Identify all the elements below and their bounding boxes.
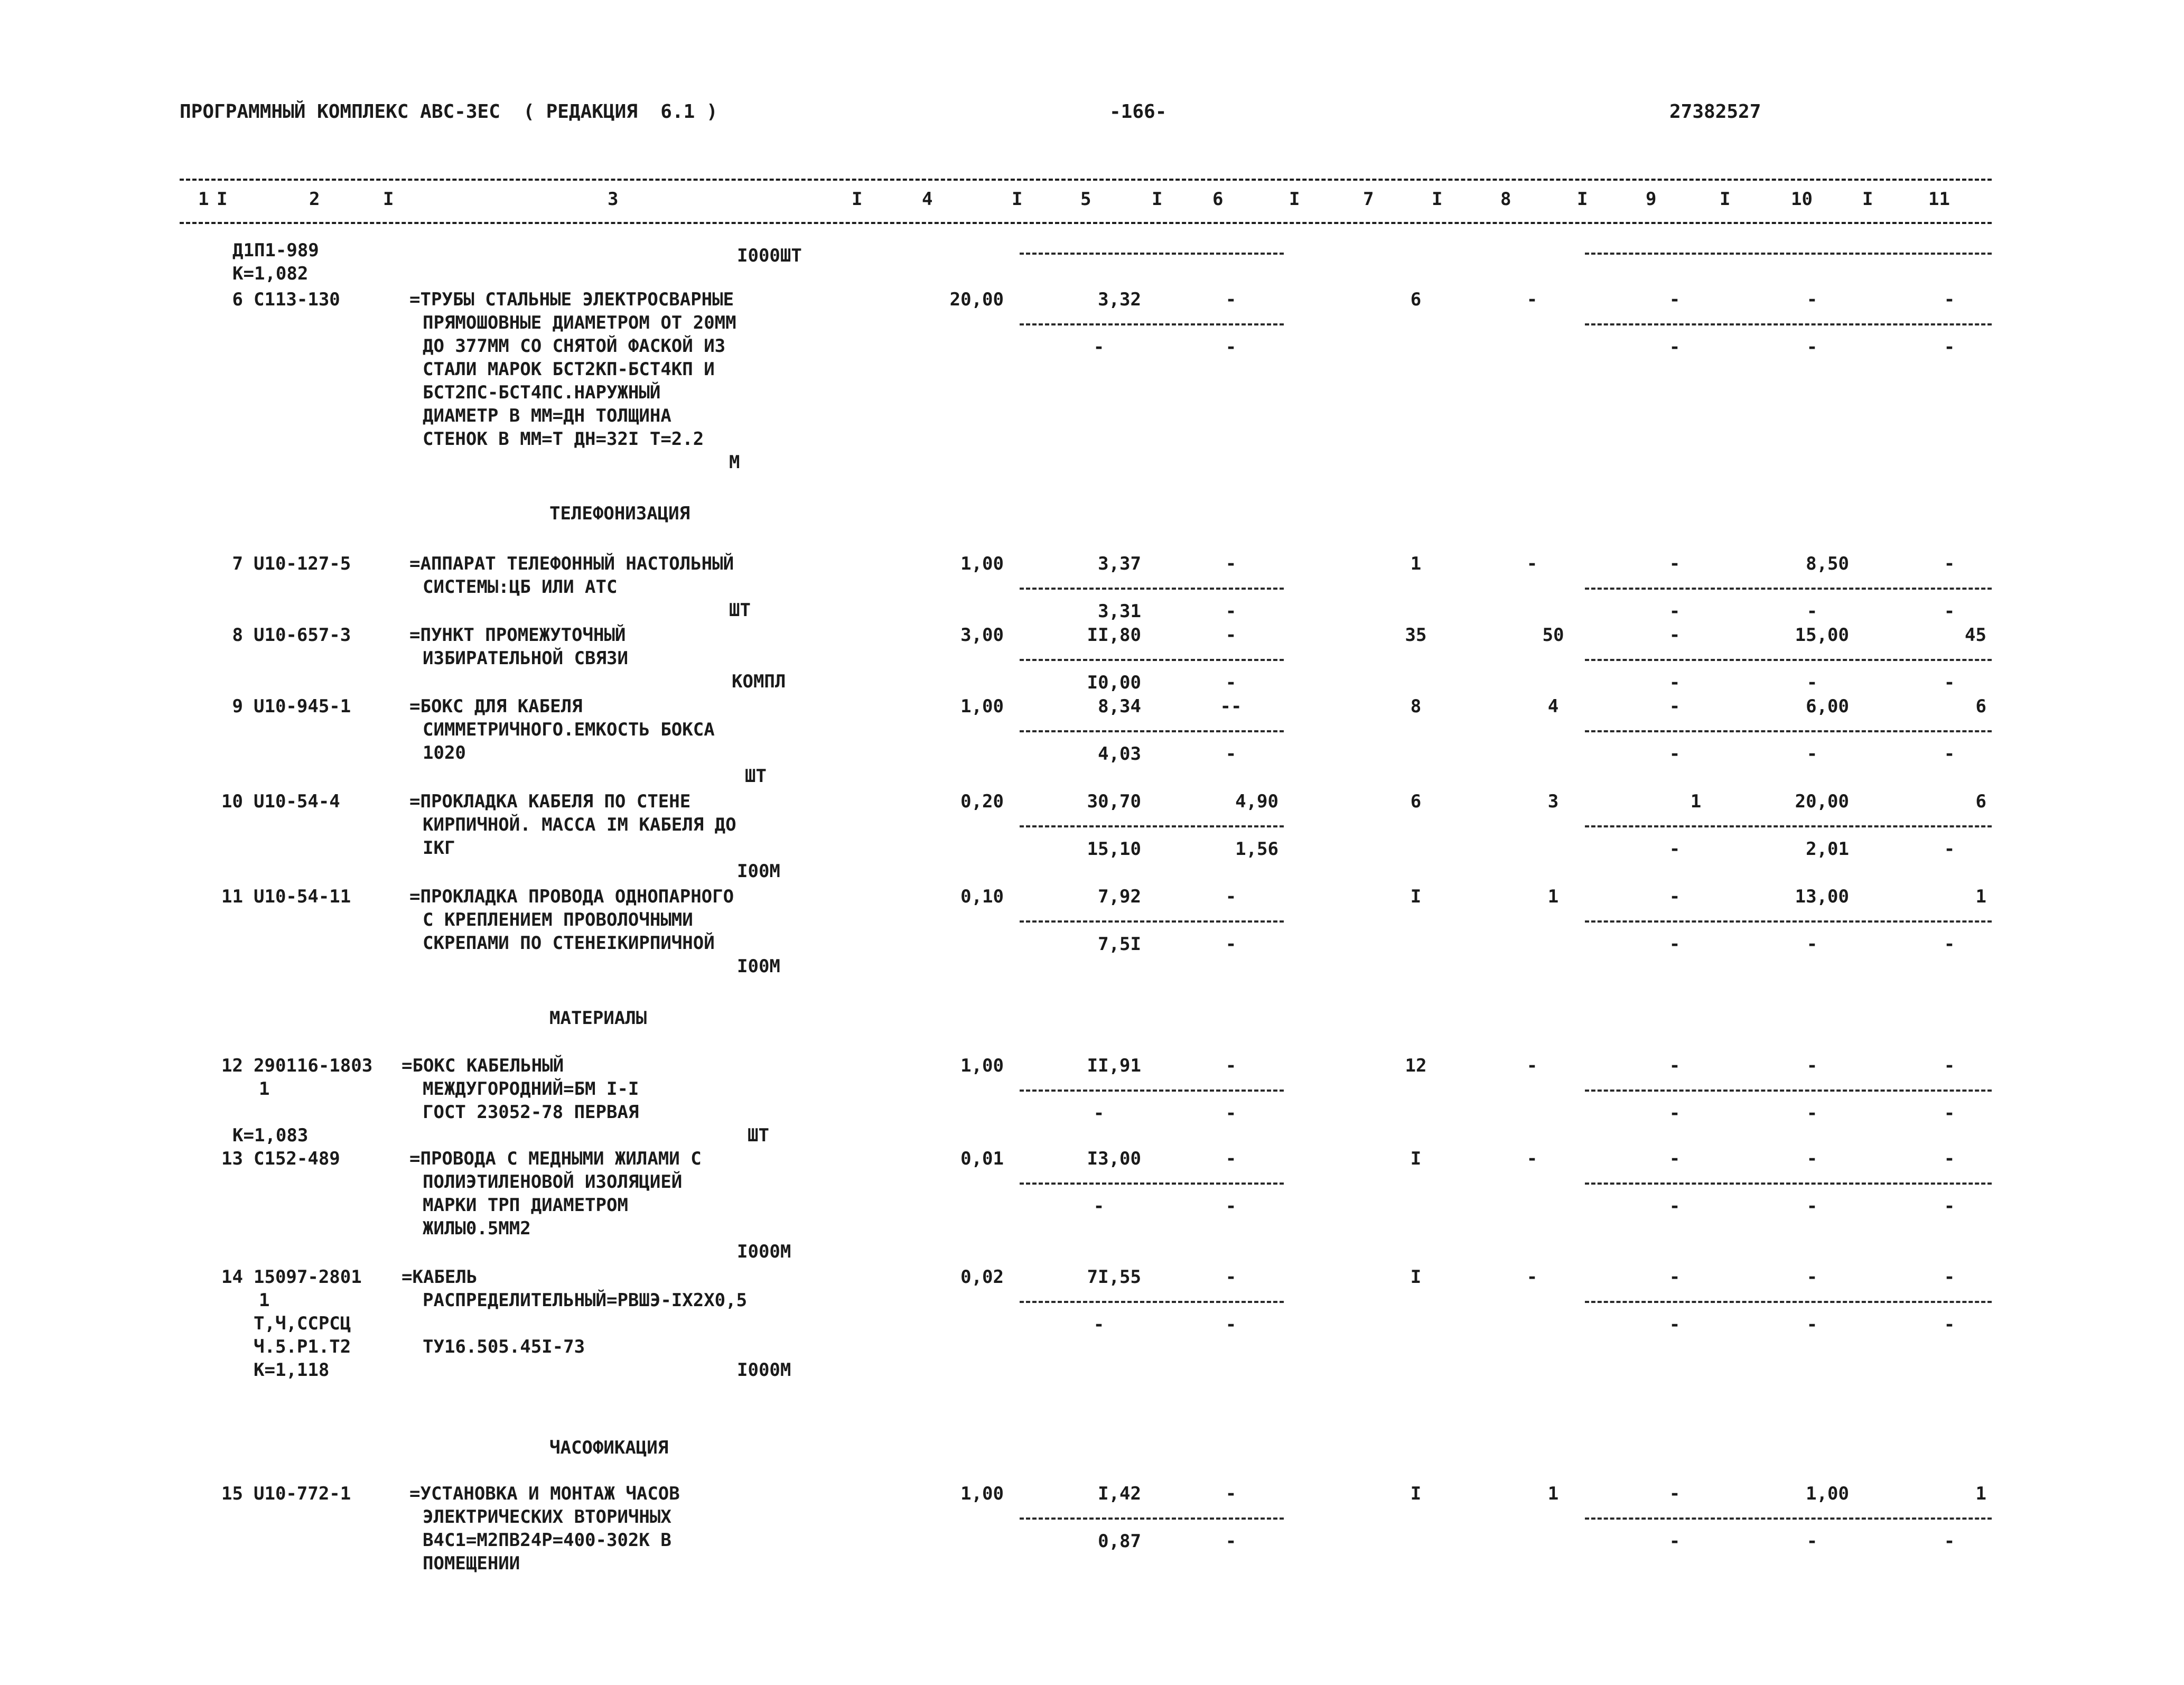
row-description: ИЗБИРАТЕЛЬНОЙ СВЯЗИ [423,648,628,669]
col-11: 11 [1928,189,1950,210]
cell-col9-sub: - [1669,1103,1681,1124]
col-sep: I [383,189,394,210]
row-description: =КАБЕЛЬ [402,1267,478,1288]
col-sep: I [1012,189,1023,210]
cell-col11: - [1944,1267,1955,1288]
cell-col10-sub: 2,01 [1806,839,1849,860]
cell-col11-sub: - [1944,839,1955,860]
row-code: U10-657-3 [254,625,351,646]
cell-col9-sub: - [1669,672,1681,693]
row-coef: К=1,082 [232,263,309,284]
cell-col11-sub: - [1944,743,1955,765]
cell-col8: 3 [1547,791,1559,812]
row-coef: К=1,083 [232,1125,309,1146]
col-sep: I [852,189,863,210]
cell-col4: 1,00 [960,1055,1004,1076]
document-code: 27382527 [1669,101,1761,123]
cell-col5-sub: 7,5I [1098,934,1141,955]
cell-col11-sub: - [1944,934,1955,955]
cell-col10: 8,50 [1806,553,1849,574]
cell-col9: - [1669,289,1681,310]
cell-col6: - [1225,289,1237,310]
row-description: МЕЖДУГОРОДНИЙ=БМ I-I [423,1078,639,1100]
col-sep: I [1720,189,1731,210]
row-description: IКГ [423,837,455,859]
col-6: 6 [1212,189,1224,210]
row-unit: I00М [737,861,780,882]
row-divider [1020,730,1284,732]
cell-col7: 1 [1410,553,1422,574]
cell-col10-sub: - [1806,337,1818,358]
cell-col10: - [1806,1055,1818,1076]
row-description: С КРЕПЛЕНИЕМ ПРОВОЛОЧНЫМИ [423,909,693,930]
cell-col6: - [1225,553,1237,574]
row-unit: I00М [737,956,780,977]
cell-col9: - [1669,553,1681,574]
row-number: 8 [232,625,243,646]
cell-col5-sub: 15,10 [1087,839,1141,860]
cell-col10: 20,00 [1795,791,1849,812]
cell-col5: 30,70 [1087,791,1141,812]
col-sep: I [1577,189,1588,210]
cell-col6-sub: - [1225,743,1237,765]
cell-col6: - [1225,886,1237,907]
cell-col4: 1,00 [960,1483,1004,1504]
row-description: СИСТЕМЫ:ЦБ ИЛИ АТС [423,576,618,598]
cell-col11-sub: - [1944,601,1955,622]
row-code: U10-772-1 [254,1483,351,1504]
row-description: ЖИЛЫ0.5ММ2 [423,1218,531,1239]
row-description: ДО 377ММ СО СНЯТОЙ ФАСКОЙ ИЗ [423,336,726,357]
cell-col10-sub: - [1806,601,1818,622]
cell-col11-sub: - [1944,1196,1955,1217]
cell-col5-sub: 0,87 [1098,1531,1141,1552]
cell-col6-sub: - [1225,1314,1237,1335]
section-heading: ЧАСОФИКАЦИЯ [549,1437,669,1458]
cell-col8: 1 [1547,1483,1559,1504]
cell-col4: 0,01 [960,1148,1004,1169]
row-unit: КОМПЛ [732,671,786,692]
row-description: БСТ2ПС-БСТ4ПС.НАРУЖНЫЙ [423,382,661,403]
cell-col7: 8 [1410,696,1422,717]
cell-col5-sub: - [1093,1196,1105,1217]
cell-col4: 1,00 [960,553,1004,574]
cell-col5: 3,32 [1098,289,1141,310]
cell-col9-sub: - [1669,1314,1681,1335]
cell-col11-sub: - [1944,672,1955,693]
row-number: 15 [221,1483,243,1504]
row-description: В4С1=М2ПВ24Р=400-302К В [423,1530,671,1551]
row-description: КИРПИЧНОЙ. МАССА IМ КАБЕЛЯ ДО [423,814,736,835]
page-number: -166- [1109,101,1167,123]
row-code: Д1П1-989 [232,240,319,261]
cell-col11-sub: - [1944,1103,1955,1124]
cell-col7: I [1410,886,1422,907]
cell-col10-sub: - [1806,1196,1818,1217]
section-heading: ТЕЛЕФОНИЗАЦИЯ [549,503,690,524]
col-1: 1 [198,189,209,210]
col-7: 7 [1363,189,1374,210]
row-description: =ТРУБЫ СТАЛЬНЫЕ ЭЛЕКТРОСВАРНЫЕ [409,289,734,310]
row-divider [1585,1090,1992,1092]
row-description: =АППАРАТ ТЕЛЕФОННЫЙ НАСТОЛЬНЫЙ [409,553,734,574]
cell-col4: 0,20 [960,791,1004,812]
cell-col11-sub: - [1944,337,1955,358]
row-number: 9 [232,696,243,717]
row-description: ПОЛИЭТИЛЕНОВОЙ ИЗОЛЯЦИЕЙ [423,1171,683,1193]
row-code: U10-54-4 [254,791,340,812]
row-number: 13 [221,1148,243,1169]
cell-col9-sub: - [1669,743,1681,765]
row-unit: М [729,452,740,473]
cell-col8: 50 [1542,625,1564,646]
cell-col5-sub: 3,31 [1098,601,1141,622]
cell-col9: - [1669,886,1681,907]
cell-col10-sub: - [1806,672,1818,693]
col-9: 9 [1646,189,1657,210]
cell-col5: II,91 [1087,1055,1141,1076]
cell-col6: -- [1220,696,1242,717]
row-divider [1020,1518,1284,1520]
row-divider [1585,659,1992,661]
cell-col10: 15,00 [1795,625,1849,646]
section-heading: МАТЕРИАЛЫ [549,1008,647,1029]
row-divider [1585,253,1992,255]
row-description: РАСПРЕДЕЛИТЕЛЬНЫЙ=РВШЭ-IХ2Х0,5 [423,1290,748,1311]
cell-col11: - [1944,553,1955,574]
row-description: ДИАМЕТР В ММ=ДН ТОЛЩИНА [423,405,671,426]
cell-col10-sub: - [1806,1531,1818,1552]
cell-col8: - [1526,553,1538,574]
col-3: 3 [608,189,619,210]
row-divider [1020,1183,1284,1185]
row-divider [1020,588,1284,590]
col-2: 2 [309,189,320,210]
row-description: =ПРОВОДА С МЕДНЫМИ ЖИЛАМИ С [409,1148,702,1169]
row-unit: I000М [737,1241,791,1262]
program-title: ПРОГРАММНЫЙ КОМПЛЕКС АВС-ЗЕС ( РЕДАКЦИЯ 6.1 ) [180,101,718,123]
cell-col10: 13,00 [1795,886,1849,907]
row-description: ГОСТ 23052-78 ПЕРВАЯ [423,1102,639,1123]
cell-col8: 1 [1547,886,1559,907]
row-divider [1585,588,1992,590]
cell-col6-sub: - [1225,934,1237,955]
cell-col9-sub: - [1669,839,1681,860]
row-divider [1585,825,1992,827]
cell-col6-sub: - [1225,601,1237,622]
row-description: СТЕНОК В ММ=Т ДН=32I Т=2.2 [423,429,704,450]
row-number: 7 [232,553,243,574]
cell-col6-sub: - [1225,337,1237,358]
col-sep: I [1152,189,1163,210]
cell-col10-sub: - [1806,743,1818,765]
row-code-extra: 1 [259,1078,270,1100]
cell-col6-sub: - [1225,1103,1237,1124]
row-code: С113-130 [254,289,340,310]
row-description: =ПУНКТ ПРОМЕЖУТОЧНЫЙ [409,625,626,646]
cell-col6-sub: - [1225,1196,1237,1217]
row-description: СТАЛИ МАРОК БСТ2КП-БСТ4КП И [423,359,715,380]
row-unit: ШТ [748,1125,769,1146]
cell-col11: 6 [1975,696,1986,717]
row-description: ПРЯМОШОВНЫЕ ДИАМЕТРОМ ОТ 20ММ [423,312,736,333]
cell-col7: I [1410,1483,1422,1504]
row-description: ЭЛЕКТРИЧЕСКИХ ВТОРИЧНЫХ [423,1506,671,1528]
cell-col10: - [1806,1148,1818,1169]
cell-col6: - [1225,1148,1237,1169]
cell-col6: - [1225,1055,1237,1076]
row-description: СИММЕТРИЧНОГО.ЕМКОСТЬ БОКСА [423,719,715,740]
row-divider [1585,920,1992,923]
row-code: U10-127-5 [254,553,351,574]
row-number: 10 [221,791,243,812]
cell-col9-sub: - [1669,601,1681,622]
row-code: 290116-1803 [254,1055,373,1076]
row-description: ПОМЕЩЕНИИ [423,1553,520,1574]
cell-col8: - [1526,1267,1538,1288]
cell-col4: 3,00 [960,625,1004,646]
col-sep: I [217,189,228,210]
cell-col11: - [1944,1148,1955,1169]
cell-col9-sub: - [1669,1196,1681,1217]
cell-col5: II,80 [1087,625,1141,646]
cell-col11: - [1944,289,1955,310]
row-description: =УСТАНОВКА И МОНТАЖ ЧАСОВ [409,1483,680,1504]
cell-col7: 35 [1405,625,1427,646]
row-number: 14 [221,1267,243,1288]
cell-col6-sub: - [1225,672,1237,693]
row-description: =БОКС ДЛЯ КАБЕЛЯ [409,696,583,717]
cell-col9: - [1669,696,1681,717]
row-code-extra: Ч.5.Р1.Т2 [254,1336,351,1357]
cell-col8: - [1526,1148,1538,1169]
cell-col11: - [1944,1055,1955,1076]
row-unit: I000М [737,1360,791,1381]
col-sep: I [1862,189,1873,210]
row-divider [1020,920,1284,923]
row-number: 11 [221,886,243,907]
row-divider [1020,1090,1284,1092]
cell-col11-sub: - [1944,1314,1955,1335]
row-divider [1585,1183,1992,1185]
header-bottom-rule [180,222,1992,224]
cell-col8: 4 [1547,696,1559,717]
cell-col5: I,42 [1098,1483,1141,1504]
row-code-extra: Т,Ч,ССРСЦ [254,1313,351,1334]
cell-col7: 12 [1405,1055,1427,1076]
cell-col5: 8,34 [1098,696,1141,717]
row-divider [1020,323,1284,325]
cell-col9: - [1669,1148,1681,1169]
cell-col7: I [1410,1267,1422,1288]
cell-col6: - [1225,1267,1237,1288]
cell-col9: - [1669,625,1681,646]
cell-col4: 1,00 [960,696,1004,717]
cell-col9-sub: - [1669,337,1681,358]
cell-col7: I [1410,1148,1422,1169]
cell-col4: 20,00 [949,289,1004,310]
cell-col11: 45 [1965,625,1986,646]
cell-col9: 1 [1690,791,1702,812]
cell-col8: - [1526,289,1538,310]
row-code: U10-54-11 [254,886,351,907]
col-5: 5 [1080,189,1091,210]
col-sep: I [1432,189,1443,210]
cell-col10: - [1806,1267,1818,1288]
cell-col6-sub: 1,56 [1235,839,1278,860]
cell-col10-sub: - [1806,1314,1818,1335]
row-description: =БОКС КАБЕЛЬНЫЙ [402,1055,564,1076]
cell-col7: 6 [1410,289,1422,310]
row-code-extra: 1 [259,1290,270,1311]
cell-col5-sub: - [1093,1103,1105,1124]
cell-col5: 3,37 [1098,553,1141,574]
row-divider [1020,253,1284,255]
cell-col6: - [1225,625,1237,646]
cell-col10-sub: - [1806,1103,1818,1124]
cell-col9-sub: - [1669,1531,1681,1552]
col-sep: I [1289,189,1300,210]
cell-col11: 1 [1975,886,1986,907]
table-top-rule [180,179,1992,181]
row-unit: ШТ [745,766,767,787]
row-description: СКРЕПАМИ ПО СТЕНЕIКИРПИЧНОЙ [423,933,715,954]
row-divider [1585,323,1992,325]
cell-col5-sub: I0,00 [1087,672,1141,693]
row-description: =ПРОКЛАДКА КАБЕЛЯ ПО СТЕНЕ [409,791,691,812]
row-coef: К=1,118 [254,1360,330,1381]
col-8: 8 [1500,189,1511,210]
cell-col5-sub: 4,03 [1098,743,1141,765]
row-code: С152-489 [254,1148,340,1169]
row-code: U10-945-1 [254,696,351,717]
cell-col5: I3,00 [1087,1148,1141,1169]
cell-col4: 0,10 [960,886,1004,907]
row-divider [1585,1301,1992,1303]
row-description: ТУ16.505.45I-73 [423,1336,585,1357]
cell-col11: 6 [1975,791,1986,812]
row-divider [1020,659,1284,661]
row-code: 15097-2801 [254,1267,362,1288]
cell-col5-sub: - [1093,337,1105,358]
row-description: 1020 [423,742,466,764]
cell-col5-sub: - [1093,1314,1105,1335]
row-number: 6 [232,289,243,310]
row-divider [1020,1301,1284,1303]
cell-col6: - [1225,1483,1237,1504]
cell-col9: - [1669,1055,1681,1076]
row-divider [1585,730,1992,732]
cell-col9-sub: - [1669,934,1681,955]
cell-col4: 0,02 [960,1267,1004,1288]
cell-col9: - [1669,1267,1681,1288]
row-unit: I000ШТ [737,245,802,266]
cell-col10: - [1806,289,1818,310]
row-description: =ПРОКЛАДКА ПРОВОДА ОДНОПАРНОГО [409,886,734,907]
cell-col7: 6 [1410,791,1422,812]
cell-col6-sub: - [1225,1531,1237,1552]
row-number: 12 [221,1055,243,1076]
cell-col8: - [1526,1055,1538,1076]
cell-col10: 1,00 [1806,1483,1849,1504]
row-divider [1585,1518,1992,1520]
cell-col6: 4,90 [1235,791,1278,812]
col-10: 10 [1791,189,1813,210]
row-description: МАРКИ ТРП ДИАМЕТРОМ [423,1195,628,1216]
row-divider [1020,825,1284,827]
cell-col9: - [1669,1483,1681,1504]
cell-col11-sub: - [1944,1531,1955,1552]
cell-col10-sub: - [1806,934,1818,955]
col-4: 4 [922,189,933,210]
cell-col10: 6,00 [1806,696,1849,717]
row-unit: ШТ [729,600,751,621]
cell-col5: 7I,55 [1087,1267,1141,1288]
cell-col5: 7,92 [1098,886,1141,907]
cell-col11: 1 [1975,1483,1986,1504]
